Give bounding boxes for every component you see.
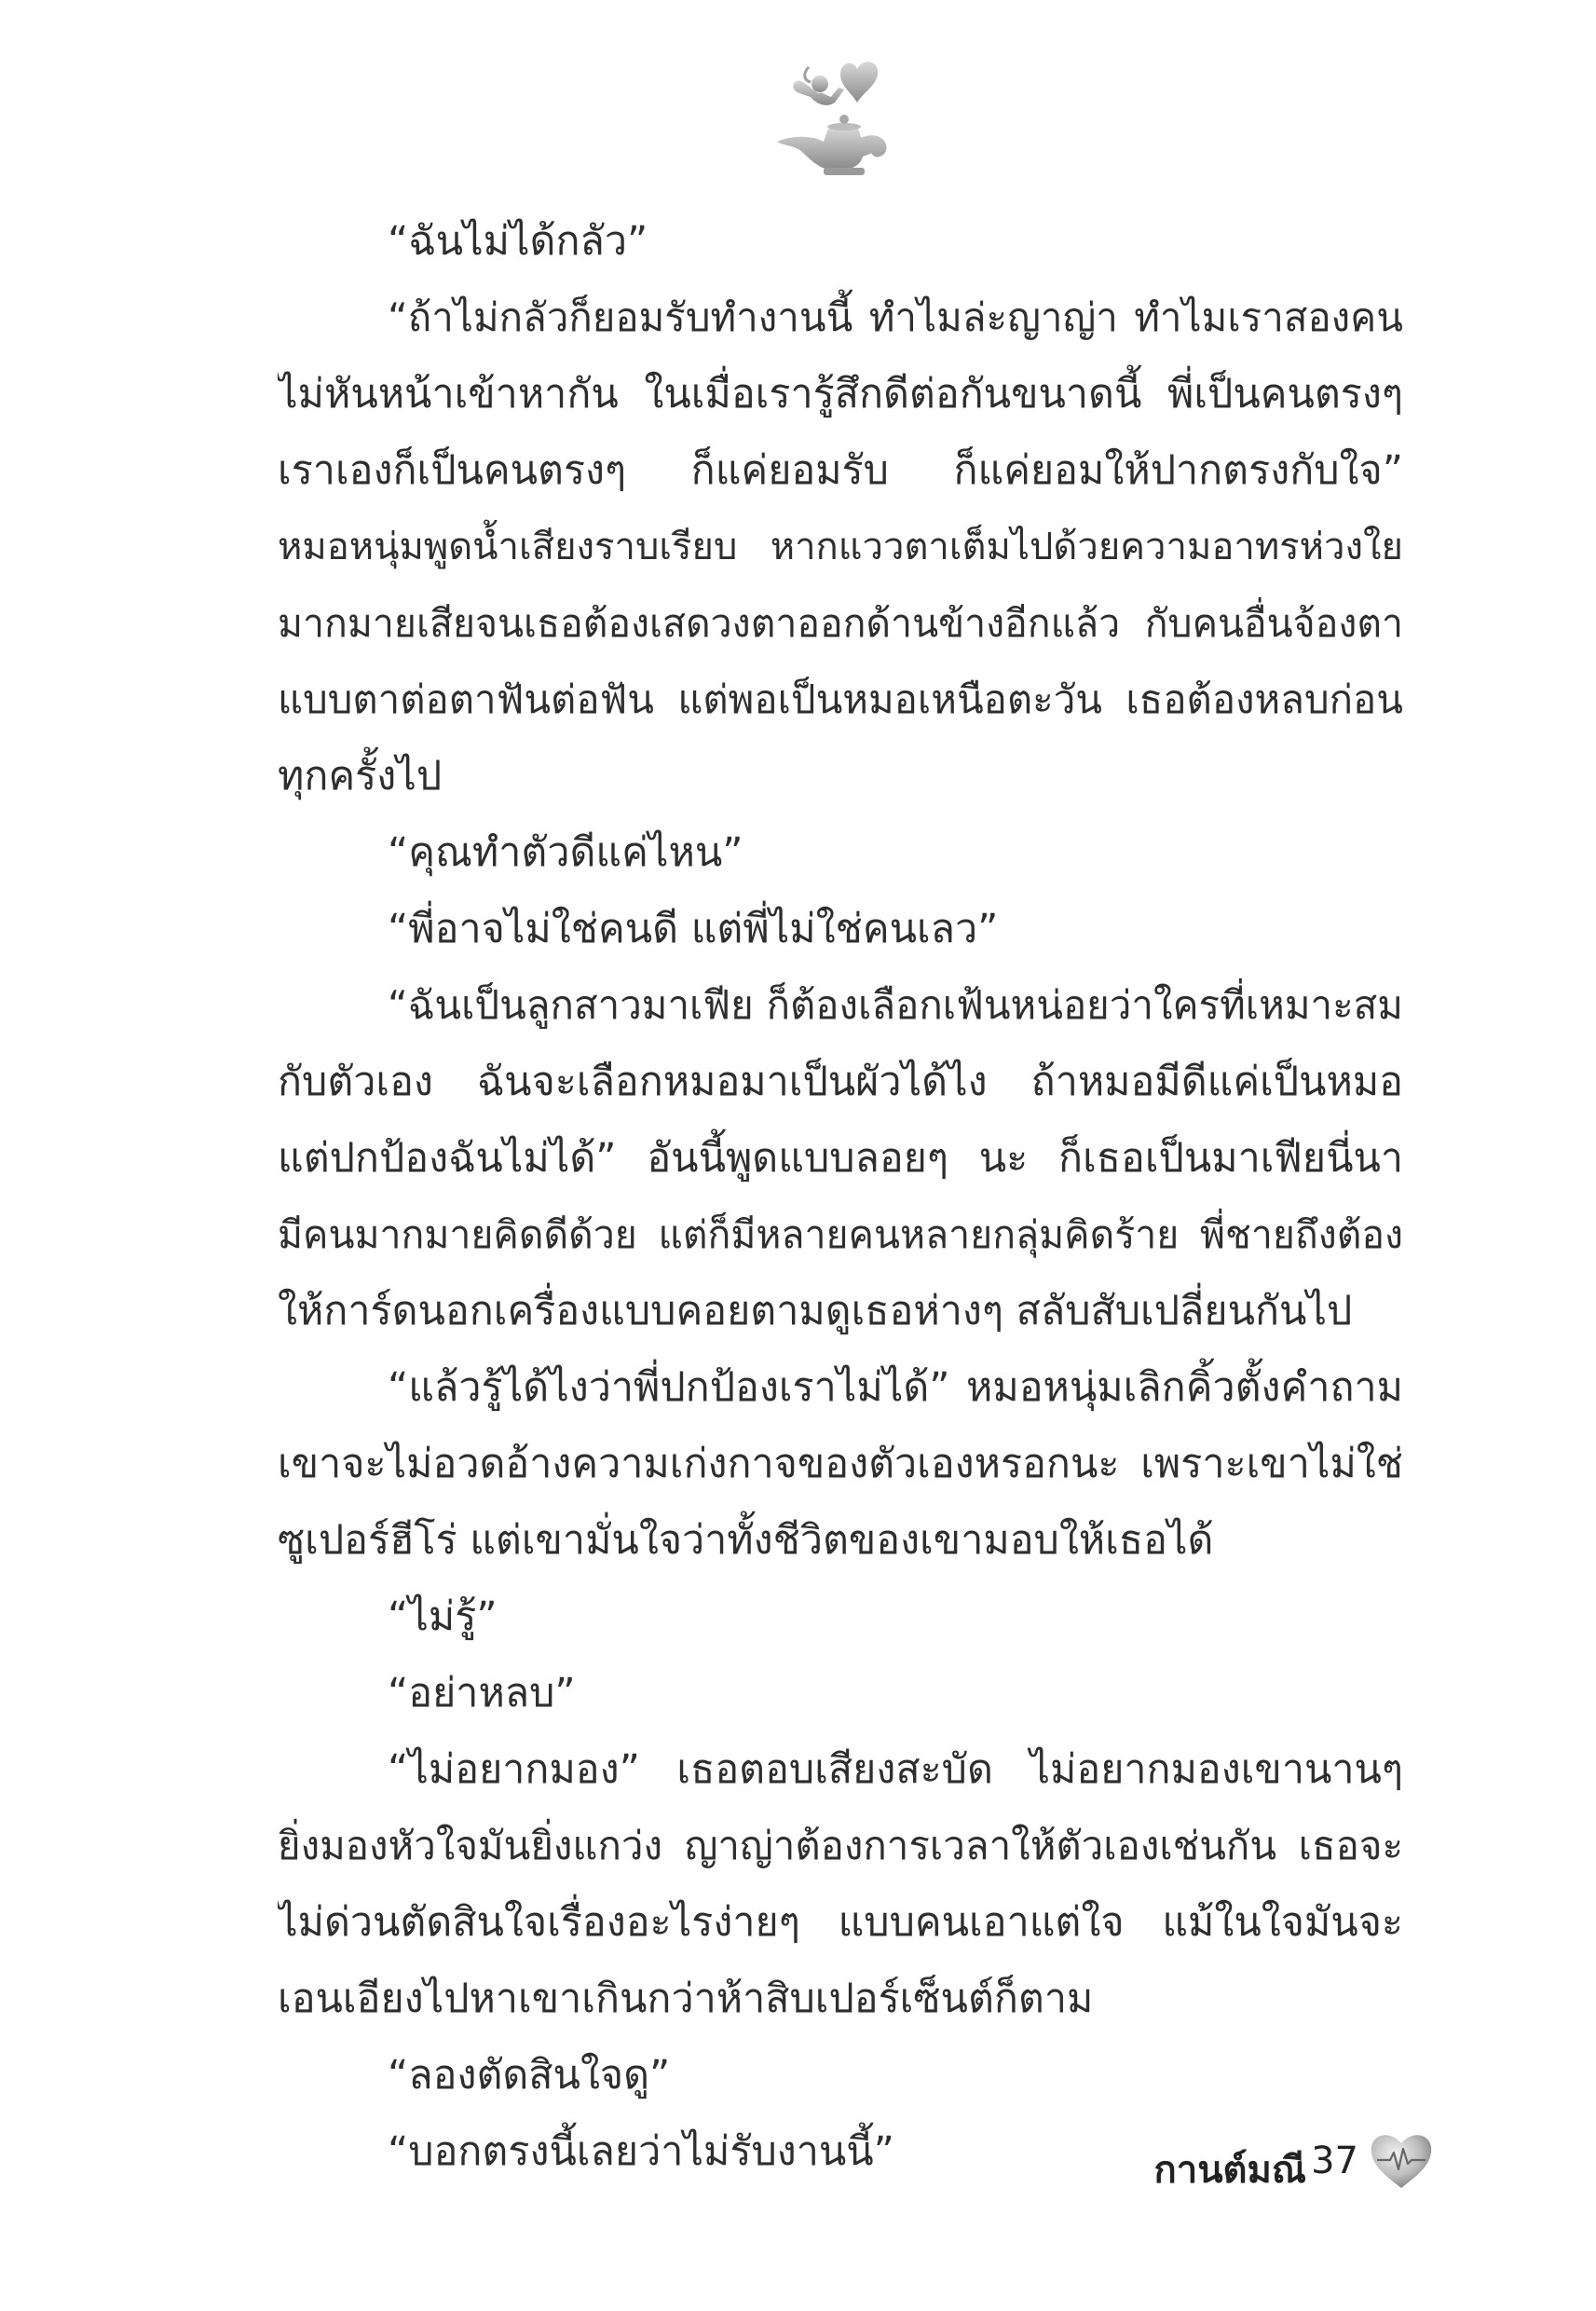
text-line: “ฉันไม่ได้กลัว” xyxy=(388,218,648,265)
page-footer xyxy=(1099,2125,1435,2208)
text-line: เขาจะไม่อวดอ้างความเก่งกาจของตัวเองหรอกนะ เพราะเขาไม่ใช่ xyxy=(278,1441,1403,1487)
text-line: “ถ้าไม่กลัวก็ยอมรับทำงานนี้ ทำไมล่ะญาญ่า ทำไมเราสองคน xyxy=(388,294,1403,340)
text-line: หมอหนุ่มพูดน้ำเสียงราบเรียบ หากแววตาเต็มไปด้วยความอาทรห่วงใย xyxy=(278,526,1403,568)
text-line: แต่ปกป้องฉันไม่ได้” อันนี้พูดแบบลอยๆ นะ ก็เธอเป็นมาเฟียนี่นา xyxy=(278,1135,1403,1182)
text-line: ยิ่งมองหัวใจมันยิ่งแกว่ง ญาญ่าต้องการเวลาให้ตัวเองเช่นกัน เธอจะ xyxy=(278,1823,1403,1868)
text-line: “ลองตัดสินใจดู” xyxy=(388,2052,671,2099)
text-line: ทุกครั้งไป xyxy=(278,753,443,800)
text-line: ไม่หันหน้าเข้าหากัน ในเมื่อเรารู้สึกดีต่อกันขนาดนี้ พี่เป็นคนตรงๆ xyxy=(278,371,1403,417)
text-line: แบบตาต่อตาฟันต่อฟัน แต่พอเป็นหมอเหนือตะวัน เธอต้องหลบก่อน xyxy=(278,677,1403,722)
text-line: มากมายเสียจนเธอต้องเสดวงตาออกด้านข้างอีกแล้ว กับคนอื่นจ้องตา xyxy=(278,601,1403,646)
cupid-lamp-ornament-icon xyxy=(766,48,906,188)
text-line: ไม่ด่วนตัดสินใจเรื่องอะไรง่ายๆ แบบคนเอาแต่ใจ แม้ในใจมันจะ xyxy=(278,1899,1403,1946)
text-line: “แล้วรู้ได้ไงว่าพี่ปกป้องเราไม่ได้” หมอหนุ่มเลิกคิ้วตั้งคำถาม xyxy=(388,1364,1403,1411)
text-line: “ไม่อยากมอง” เธอตอบเสียงสะบัด ไม่อยากมองเขานานๆ xyxy=(388,1746,1403,1793)
text-line: ซูเปอร์ฮีโร่ แต่เขามั่นใจว่าทั้งชีวิตของเขามอบให้เธอได้ xyxy=(278,1517,1214,1564)
text-line: มีคนมากมายคิดดีด้วย แต่ก็มีหลายคนหลายกลุ่มคิดร้าย พี่ชายถึงต้อง xyxy=(278,1212,1403,1257)
text-line: “ฉันเป็นลูกสาวมาเฟีย ก็ต้องเลือกเฟ้นหน่อยว่าใครที่เหมาะสม xyxy=(388,982,1403,1028)
text-line: “บอกตรงนี้เลยว่าไม่รับงานนี้” xyxy=(388,2128,894,2175)
text-line: เราเองก็เป็นคนตรงๆ ก็แค่ยอมรับ ก็แค่ยอมให้ปากตรงกับใจ” xyxy=(278,447,1403,494)
text-line: “พี่อาจไม่ใช่คนดี แต่พี่ไม่ใช่คนเลว” xyxy=(388,906,999,952)
page-number: 37 xyxy=(1311,2140,1358,2182)
heartbeat-heart-icon xyxy=(1368,2130,1435,2192)
text-line: กับตัวเอง ฉันจะเลือกหมอมาเป็นผัวได้ไง ถ้าหมอมีดีแค่เป็นหมอ xyxy=(278,1059,1403,1105)
text-line: “คุณทำตัวดีแค่ไหน” xyxy=(388,829,743,876)
book-title: กานต์มณี xyxy=(1153,2149,1306,2192)
text-line: เอนเอียงไปหาเขาเกินกว่าห้าสิบเปอร์เซ็นต์ก็ตาม xyxy=(278,1976,1094,2022)
text-line: “อย่าหลบ” xyxy=(388,1670,576,1716)
text-line: “ไม่รู้” xyxy=(388,1593,498,1640)
body-text xyxy=(278,203,1403,2190)
text-line: ให้การ์ดนอกเครื่องแบบคอยตามดูเธอห่างๆ สลับสับเปลี่ยนกันไป xyxy=(278,1288,1353,1334)
